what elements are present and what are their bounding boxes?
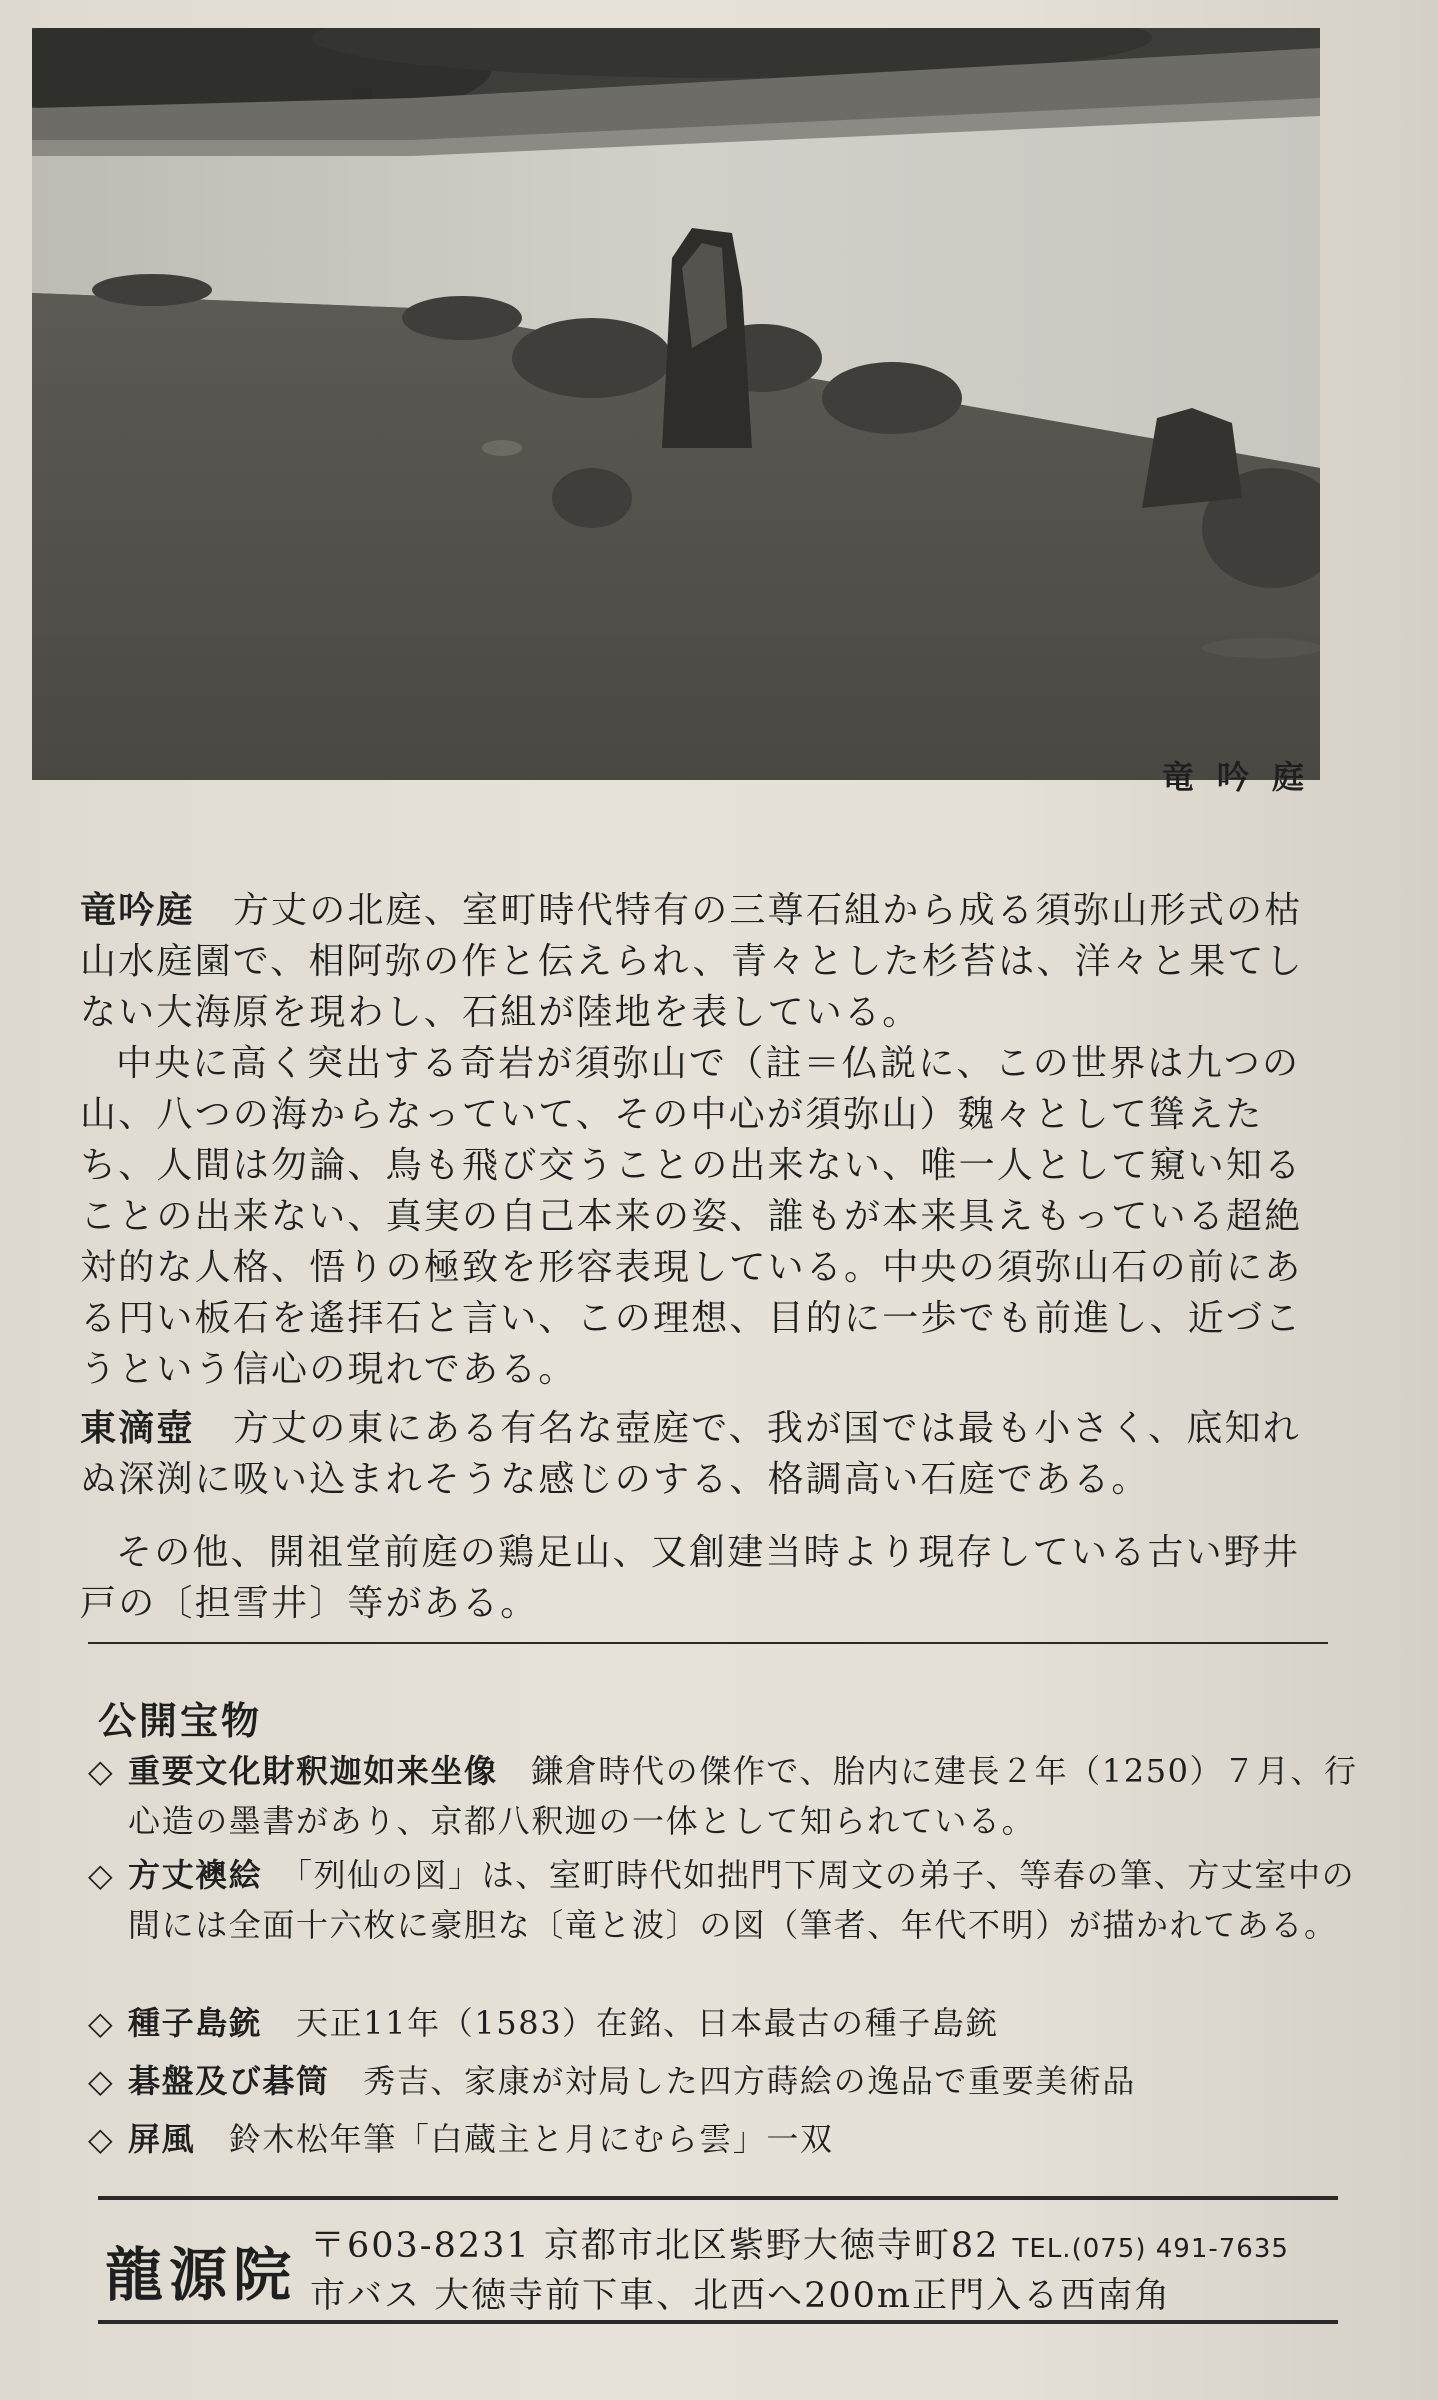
- others-paragraph: その他、開祖堂前庭の鶏足山、又創建当時より現存している古い野井戸の〔担雪井〕等がある。: [80, 1532, 1301, 1624]
- footer-access: 市バス 大徳寺前下車、北西へ200m正門入る西南角: [310, 2276, 1172, 2316]
- treasure-desc: 鈴木松年筆「白蔵主と月にむら雲」一双: [228, 2120, 834, 2158]
- garden-photo-image: [32, 28, 1320, 780]
- ryugintei-detail-paragraph: 中央に高く突出する奇岩が須弥山で（註＝仏説に、この世界は九つの山、八つの海からなっていて、その中心が須弥山）魏々として聳えたち、人間は勿論、鳥も飛び交うことの出来ない、唯一人として窺い知ることの出来ない、真実の自己本来の姿、誰もが本来具えもっている超絶対的な人格、悟りの極致を形容表現している。中央の須弥山石の前にある円い板石を遙拝石と言い、この理想、目的に一歩でも前進し、近づこうという信心の現れである。: [80, 1043, 1303, 1390]
- diamond-icon: ◇: [88, 1856, 115, 1894]
- totekitsubo-label: 東滴壺: [80, 1408, 195, 1449]
- totekitsubo-paragraph: [80, 1403, 1330, 1505]
- treasure-item: [88, 2114, 1378, 2164]
- diamond-icon: ◇: [88, 2120, 115, 2158]
- treasure-item: [88, 2056, 1378, 2106]
- footer-address: 〒603-8231 京都市北区紫野大徳寺町82: [310, 2226, 1000, 2266]
- treasure-name: 種子島銃: [128, 2004, 263, 2042]
- ryugintei-paragraph: [80, 885, 1330, 1038]
- treasure-name: 方丈襖絵: [128, 1856, 263, 1894]
- treasure-desc: 「列仙の図」は、室町時代如拙門下周文の弟子、等春の筆、方丈室中の間には全面十六枚に豪胆な〔竜と波〕の図（筆者、年代不明）が描かれてある。: [128, 1856, 1356, 1944]
- treasure-item: [88, 1746, 1378, 1846]
- treasure-name: 重要文化財釈迦如来坐像: [128, 1752, 498, 1790]
- treasure-desc: 鎌倉時代の傑作で、胎内に建長２年（1250）７月、行心造の墨書があり、京都八釈迦の一体として知られている。: [128, 1752, 1358, 1840]
- photo-caption: 竜 吟 庭: [1161, 758, 1310, 796]
- footer-address-line: [310, 2218, 1360, 2268]
- treasure-name: 屏風: [128, 2120, 196, 2158]
- totekitsubo-text: 方丈の東にある有名な壺庭で、我が国では最も小さく、底知れぬ深渕に吸い込まれそうな感じのする、格調高い石庭である。: [80, 1408, 1301, 1500]
- ryugintei-label: 竜吟庭: [80, 890, 195, 931]
- treasure-name: 碁盤及び碁筒: [128, 2062, 330, 2100]
- diamond-icon: ◇: [88, 2062, 115, 2100]
- diamond-icon: ◇: [88, 2004, 115, 2042]
- footer-top-rule: [98, 2196, 1338, 2200]
- treasure-desc: 天正11年（1583）在銘、日本最古の種子島銃: [296, 2004, 999, 2042]
- footer-tel: TEL.(075) 491-7635: [1012, 2234, 1289, 2264]
- treasures-title: 公開宝物: [98, 1699, 263, 1743]
- temple-name: 龍源院: [105, 2241, 298, 2309]
- garden-photo: [32, 28, 1320, 780]
- treasure-desc: 秀吉、家康が対局した四方蒔絵の逸品で重要美術品: [363, 2062, 1137, 2100]
- ryugintei-text: 方丈の北庭、室町時代特有の三尊石組から成る須弥山形式の枯山水庭園で、相阿弥の作と伝えられ、青々とした杉苔は、洋々と果てしない大海原を現わし、石組が陸地を表している。: [80, 890, 1304, 1033]
- footer-bottom-rule: [98, 2320, 1338, 2324]
- treasure-item: [88, 1998, 1378, 2048]
- section-divider: [88, 1642, 1328, 1644]
- treasure-item: [88, 1850, 1378, 1950]
- diamond-icon: ◇: [88, 1752, 115, 1790]
